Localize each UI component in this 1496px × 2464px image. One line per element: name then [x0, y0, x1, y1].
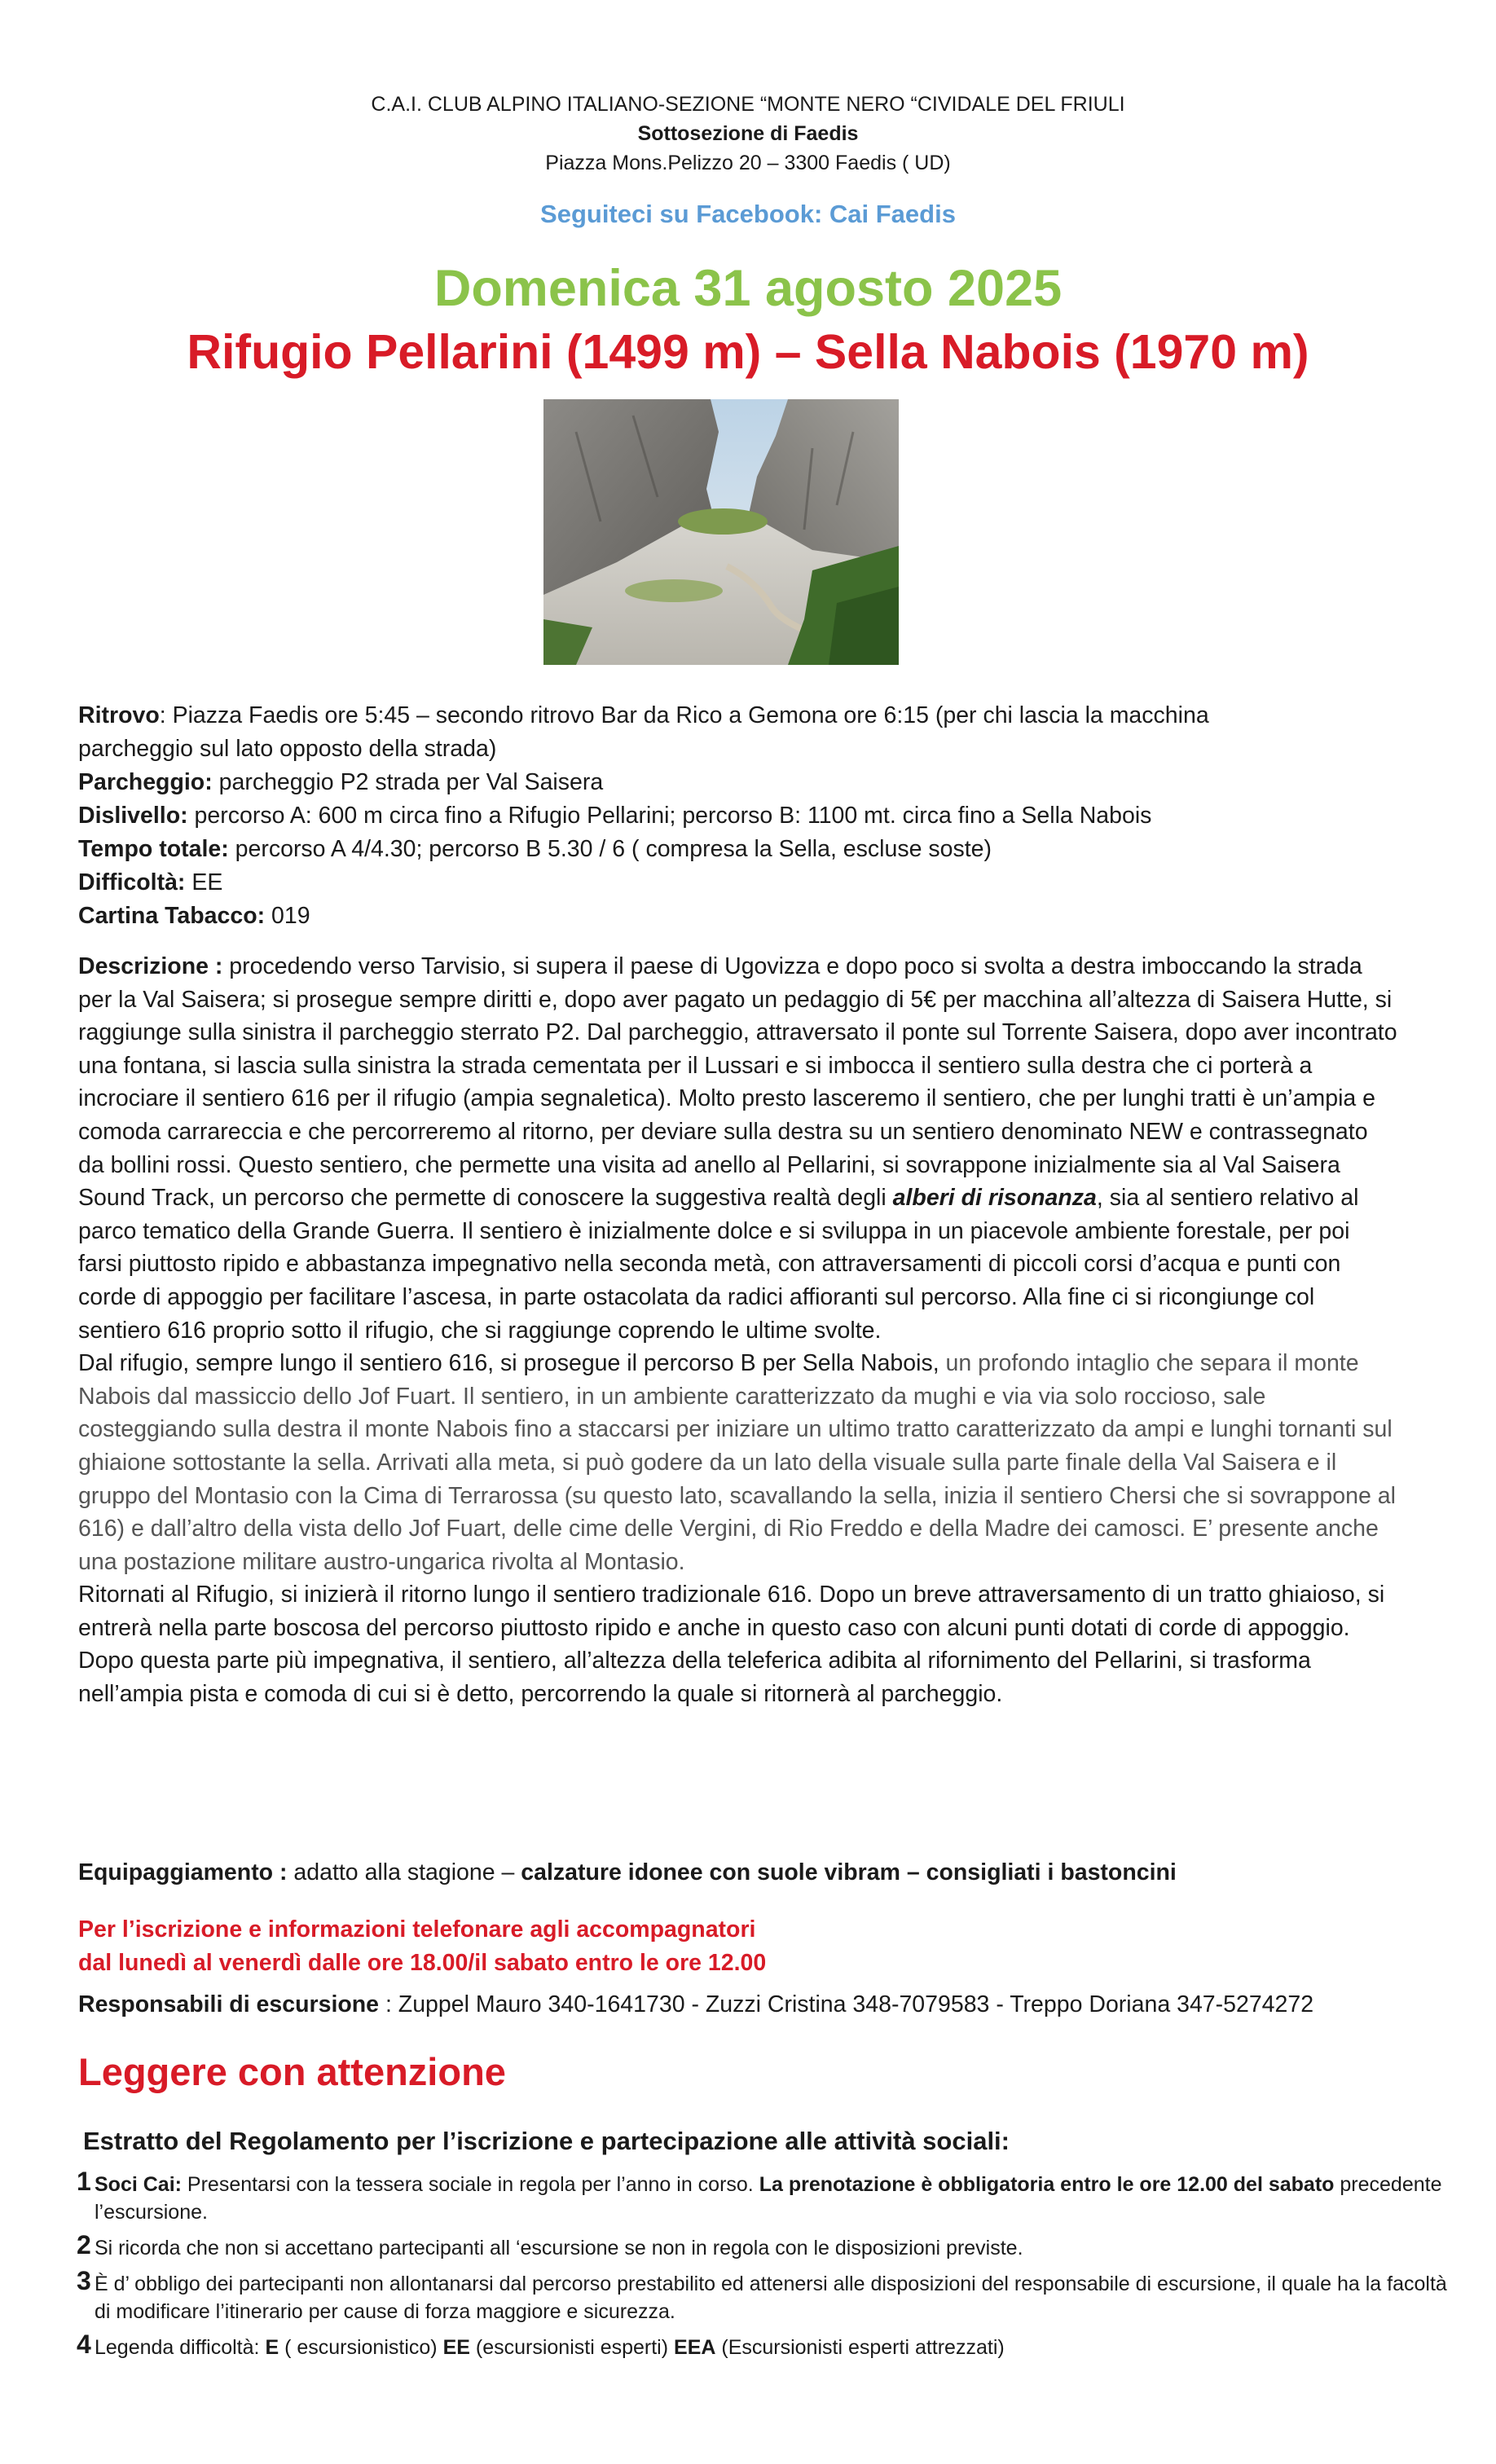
description-paragraph-3: Ritornati al Rifugio, si inizierà il ritorno lungo il sentiero tradizionale 616. Dopo un breve attraversamento di un tratto ghiaioso, si entrerà nella parte boscosa del percorso piuttosto ripido e anche in questo caso con alcuni punti dotati di corde di appoggio. Dopo questa parte più impegnativa, il sentiero, all’altezza della teleferica adibita al rifornimento del Pellarini, si trasforma nell’ampia pista e comoda di cui si è detto, percorrendo la quale si ritornerà al parcheggio.	[78, 1582, 1385, 1708]
description-text-1a: procedendo verso Tarvisio, si supera il paese di Ugovizza e dopo poco si svolta a destra imboccando la strada per la Val Saisera; si prosegue sempre diritti e, dopo aver pagato un pedaggio di 5€ per macchina all’altezza di Saisera Hutte, si raggiunge sulla sinistra il parcheggio sterrato P2. Dal parcheggio, attraversato il ponte sul Torrente Saisera, dopo aver incontrato una fontana, si lascia sulla sinistra la strada cementata per il Lussari e si imbocca il sentiero sulla destra che ci porterà a incrociare il sentiero 616 per il rifugio (ampia segnaletica). Molto presto lasceremo il sentiero, che per lunghi tratti è un’ampia e comoda carrareccia e che percorreremo al ritorno, per deviare sulla destra su un sentiero denominato NEW e contrassegnato da bollini rossi. Questo sentiero, che permette una visita ad anello al Pellarini, si sovrappone inizialmente sia al Val Saisera Sound Track, un percorso che permette di conoscere la suggestiva realtà degli	[78, 953, 1397, 1212]
tempo-value: percorso A 4/4.30; percorso B 5.30 / 6 ( compresa la Sella, escluse soste)	[228, 836, 992, 862]
description-text-1b: , sia al sentiero relativo al parco tematico della Grande Guerra. Il sentiero è inizialmente dolce e si sviluppa in un piacevole ambiente forestale, per poi farsi piuttosto ripido e abbastanza impegnativo nella seconda metà, con attraversamenti di piccoli corsi d’acqua e punti con corde di appoggio per facilitare l’ascesa, in parte ostacolata da radici affioranti sul percorso. Alla fine ci si ricongiunge col sentiero 616 proprio sotto il rifugio, che si raggiunge coprendo le ultime svolte.	[78, 1185, 1359, 1344]
description-emphasis: alberi di risonanza	[892, 1185, 1097, 1212]
rule-number: 2	[77, 2230, 91, 2259]
rule-text: Soci Cai:	[95, 2173, 182, 2196]
parcheggio-value: parcheggio P2 strada per Val Saisera	[212, 769, 604, 795]
equipment-bold: calzature idonee con suole vibram – consigliati i bastoncini	[521, 1859, 1177, 1885]
responsabili-text: : Zuppel Mauro 340-1641730 - Zuzzi Cristina 348-7079583 - Treppo Doriana 347-5274272	[379, 1991, 1314, 2017]
dislivello-label: Dislivello:	[78, 803, 188, 829]
subsection-name: Sottosezione di Faedis	[637, 122, 859, 145]
equipment-line	[78, 1856, 1415, 1890]
ritrovo-value: : Piazza Faedis ore 5:45 – secondo ritrovo Bar da Rico a Gemona ore 6:15 (per chi lascia la macchina	[159, 702, 1209, 728]
ritrovo-row-cont: parcheggio sul lato opposto della strada)	[78, 736, 497, 762]
cartina-label: Cartina Tabacco:	[78, 903, 266, 929]
rule-item	[77, 2266, 1463, 2325]
equipment-text: adatto alla stagione –	[287, 1859, 521, 1885]
event-title: Rifugio Pellarini (1499 m) – Sella Nabois (1970 m)	[187, 325, 1309, 379]
dislivello-row	[78, 799, 1415, 833]
description	[78, 950, 1398, 1711]
rule-text: Legenda difficoltà:	[95, 2336, 266, 2359]
rule-text: ( escursionistico)	[279, 2336, 443, 2359]
responsabili-label: Responsabili di escursione	[78, 1991, 380, 2017]
rule-number: 1	[77, 2167, 91, 2196]
warning-heading: Leggere con attenzione	[78, 2050, 506, 2093]
description-paragraph-1	[78, 950, 1398, 1347]
rule-item	[77, 2330, 1463, 2361]
org-address: Piazza Mons.Pelizzo 20 – 3300 Faedis ( UD)	[545, 152, 951, 174]
event-date: Domenica 31 agosto 2025	[433, 260, 1063, 317]
facebook-line: Seguiteci su Facebook: Cai Faedis	[540, 200, 956, 228]
rule-text: (Escursionisti esperti attrezzati)	[715, 2336, 1005, 2359]
org-name: C.A.I. CLUB ALPINO ITALIANO-SEZIONE “MONTE NERO “CIVIDALE DEL FRIULI	[371, 93, 1125, 116]
rule-number: 3	[77, 2266, 91, 2295]
rule-text: precedente l’escursione.	[95, 2173, 1442, 2224]
ritrovo-row	[78, 699, 1415, 733]
contact-info	[78, 1913, 1415, 1980]
contact-line-1: Per l’iscrizione e informazioni telefonare agli accompagnatori	[78, 1916, 756, 1943]
trip-info	[78, 699, 1415, 933]
cartina-row	[78, 900, 1415, 933]
rule-number: 4	[77, 2330, 91, 2359]
cartina-value: 019	[265, 903, 310, 929]
parcheggio-row	[78, 766, 1415, 799]
regulation-heading: Estratto del Regolamento per l’iscrizione e partecipazione alle attività sociali:	[83, 2127, 1010, 2155]
difficolta-row	[78, 866, 1415, 900]
mountain-photo	[543, 399, 899, 665]
description-text-2b: un profondo intaglio che separa il monte Nabois dal massiccio dello Jof Fuart. Il sentiero, in un ambiente caratterizzato da mughi e via via solo roccioso, sale costeggiando sulla destra il monte Nabois fino a staccarsi per iniziare un ultimo tratto caratterizzato da ampi e lunghi tornanti sul ghiaione sottostante la sella. Arrivati alla meta, si può godere da un lato della visuale sulla parte finale della Val Saisera e il gruppo del Montasio con la Cima di Terrarossa (su questo lato, scavallando la sella, inizia il sentiero Chersi che si sovrappone al 616) e dall’altro della vista dello Jof Fuart, delle cime delle Vergini, di Rio Freddo e della Madre dei camosci. E’ presente anche una postazione militare austro-ungarica rivolta al Montasio.	[78, 1350, 1396, 1575]
dislivello-value: percorso A: 600 m circa fino a Rifugio Pellarini; percorso B: 1100 mt. circa fino a Sella Nabois	[187, 803, 1152, 829]
rule-text: EEA	[674, 2336, 716, 2359]
rule-text: La prenotazione è obbligatoria entro le ore 12.00 del sabato	[759, 2173, 1335, 2196]
rule-text: E	[265, 2336, 279, 2359]
rule-text: Presentarsi con la tessera sociale in regola per l’anno in corso.	[181, 2173, 759, 2196]
rule-text: (escursionisti esperti)	[469, 2336, 675, 2359]
org-header	[0, 90, 1496, 178]
description-text-2a: Dal rifugio, sempre lungo il sentiero 616, si prosegue il percorso B per Sella Nabois,	[78, 1350, 939, 1377]
tempo-row	[78, 833, 1415, 866]
rule-text: È d’ obbligo dei partecipanti non allontanarsi dal percorso prestabilito ed attenersi alle disposizioni del responsabile di escursione, il quale ha la facoltà di modificare l’itinerario per cause di forza maggiore e sicurezza.	[95, 2273, 1447, 2323]
rule-text: EE	[442, 2336, 470, 2359]
ritrovo-label: Ritrovo	[78, 702, 160, 728]
rule-text: Si ricorda che non si accettano partecipanti all ‘escursione se non in regola con le disposizioni previste.	[95, 2237, 1023, 2259]
parcheggio-label: Parcheggio:	[78, 769, 213, 795]
equipment-label: Equipaggiamento :	[78, 1859, 288, 1885]
difficolta-label: Difficoltà:	[78, 869, 186, 895]
contact-line-2: dal lunedì al venerdì dalle ore 18.00/il sabato entro le ore 12.00	[78, 1950, 767, 1976]
responsabili-line	[78, 1988, 1463, 2022]
description-paragraph-2	[78, 1347, 1398, 1578]
rule-item	[77, 2230, 1463, 2262]
difficolta-value: EE	[185, 869, 223, 895]
description-label: Descrizione :	[78, 953, 223, 979]
regulation-rules	[77, 2167, 1463, 2369]
tempo-label: Tempo totale:	[78, 836, 229, 862]
rule-item	[77, 2167, 1463, 2226]
